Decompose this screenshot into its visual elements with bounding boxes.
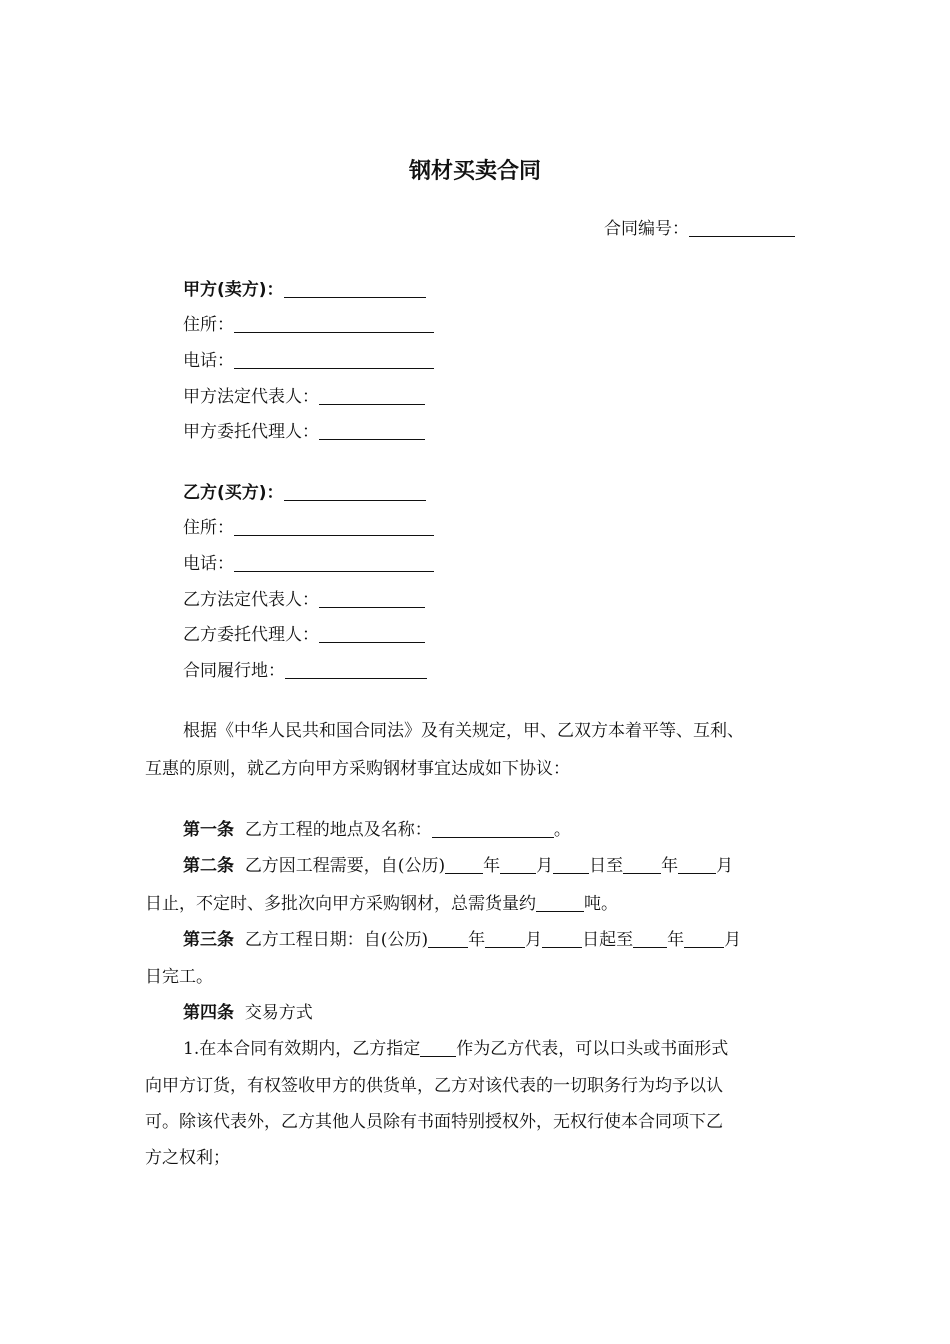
party-b-phone-blank[interactable] — [234, 553, 434, 572]
preamble-line-1: 根据《中华人民共和国合同法》及有关规定，甲、乙双方本着平等、互利、 — [183, 721, 744, 741]
year-label: 年 — [661, 856, 679, 876]
article-1-period: 。 — [553, 820, 571, 840]
party-a-legal-rep-blank[interactable] — [319, 386, 425, 405]
article-4-para-1-line-2: 向甲方订货，有权签收甲方的供货单，乙方对该代表的一切职务行为均予以认 — [145, 1076, 723, 1096]
party-a-address-label: 住所： — [183, 315, 234, 335]
tons-label: 吨。 — [584, 894, 618, 914]
article-4-para-1-line-1 — [183, 1037, 728, 1061]
month-label: 月 — [716, 856, 734, 876]
contract-number-blank[interactable] — [689, 218, 795, 237]
party-a-agent-row — [183, 420, 425, 444]
party-a-legal-rep-label: 甲方法定代表人： — [183, 387, 319, 407]
article-1-text: 乙方工程的地点及名称： — [244, 820, 432, 840]
performance-place-label: 合同履行地： — [183, 661, 285, 681]
article-3-heading: 第三条 — [183, 930, 234, 950]
party-b-heading-row — [183, 481, 426, 505]
start-day-blank[interactable] — [553, 855, 589, 874]
month-label: 月 — [724, 930, 742, 950]
article-4-p1-text-a: 1.在本合同有效期内，乙方指定 — [183, 1039, 421, 1059]
party-a-address-blank[interactable] — [234, 314, 434, 333]
party-b-heading: 乙方(买方)： — [183, 483, 284, 503]
party-b-address-label: 住所： — [183, 518, 234, 538]
party-b-agent-label: 乙方委托代理人： — [183, 625, 319, 645]
project-location-blank[interactable] — [432, 819, 554, 838]
work-end-month-blank[interactable] — [684, 929, 724, 948]
party-b-name-blank[interactable] — [284, 482, 426, 501]
party-a-phone-label: 电话： — [183, 351, 234, 371]
day-to-label: 日至 — [589, 856, 624, 876]
article-4-para-1-line-4: 方之权利； — [145, 1148, 230, 1168]
contract-number-label: 合同编号： — [604, 219, 689, 239]
work-start-month-blank[interactable] — [485, 929, 525, 948]
article-3-line-1 — [183, 928, 741, 952]
party-b-phone-row — [183, 552, 434, 576]
party-a-agent-blank[interactable] — [319, 421, 425, 440]
article-2-text: 乙方因工程需要，自(公历) — [244, 856, 446, 876]
article-1-heading: 第一条 — [183, 820, 234, 840]
party-a-heading-row — [183, 278, 426, 302]
article-4-para-1-line-3: 可。除该代表外，乙方其他人员除有书面特别授权外，无权行使本合同项下乙 — [145, 1112, 723, 1132]
party-b-address-row — [183, 516, 434, 540]
party-a-legal-rep-row — [183, 385, 425, 409]
article-1 — [183, 818, 571, 842]
party-b-legal-rep-label: 乙方法定代表人： — [183, 590, 319, 610]
end-month-blank[interactable] — [678, 855, 716, 874]
representative-blank[interactable] — [420, 1038, 456, 1057]
article-4-p1-text-b: 作为乙方代表，可以口头或书面形式 — [456, 1039, 729, 1059]
article-2-text-2: 日止，不定时、多批次向甲方采购钢材，总需货量约 — [145, 894, 536, 914]
work-end-year-blank[interactable] — [633, 929, 667, 948]
year-label: 年 — [468, 930, 486, 950]
performance-place-row — [183, 659, 427, 683]
preamble-line-2: 互惠的原则，就乙方向甲方采购钢材事宜达成如下协议： — [145, 759, 570, 779]
start-month-blank[interactable] — [500, 855, 536, 874]
work-start-year-blank[interactable] — [428, 929, 468, 948]
month-label: 月 — [525, 930, 543, 950]
day-from-to-label: 日起至 — [582, 930, 634, 950]
article-2-heading: 第二条 — [183, 856, 234, 876]
article-4-heading-row — [183, 1001, 313, 1025]
article-4-text: 交易方式 — [244, 1003, 313, 1023]
article-2-line-1 — [183, 854, 733, 878]
article-2-line-2 — [145, 892, 618, 916]
article-3-text: 乙方工程日期：自(公历) — [244, 930, 429, 950]
article-3-line-2: 日完工。 — [145, 967, 213, 987]
party-b-legal-rep-row — [183, 588, 425, 612]
party-b-address-blank[interactable] — [234, 517, 434, 536]
party-a-phone-blank[interactable] — [234, 350, 434, 369]
party-a-name-blank[interactable] — [284, 279, 426, 298]
year-label: 年 — [667, 930, 685, 950]
quantity-tons-blank[interactable] — [536, 893, 584, 912]
contract-number-row — [604, 217, 795, 241]
performance-place-blank[interactable] — [285, 660, 427, 679]
party-a-heading: 甲方(卖方)： — [183, 280, 284, 300]
article-4-heading: 第四条 — [183, 1003, 234, 1023]
start-year-blank[interactable] — [445, 855, 483, 874]
party-b-phone-label: 电话： — [183, 554, 234, 574]
party-b-agent-row — [183, 623, 425, 647]
party-b-agent-blank[interactable] — [319, 624, 425, 643]
party-b-legal-rep-blank[interactable] — [319, 589, 425, 608]
end-year-blank[interactable] — [623, 855, 661, 874]
year-label: 年 — [483, 856, 501, 876]
party-a-address-row — [183, 313, 434, 337]
document-title: 钢材买卖合同 — [408, 159, 541, 184]
party-a-agent-label: 甲方委托代理人： — [183, 422, 319, 442]
party-a-phone-row — [183, 349, 434, 373]
work-start-day-blank[interactable] — [542, 929, 582, 948]
month-label: 月 — [536, 856, 554, 876]
